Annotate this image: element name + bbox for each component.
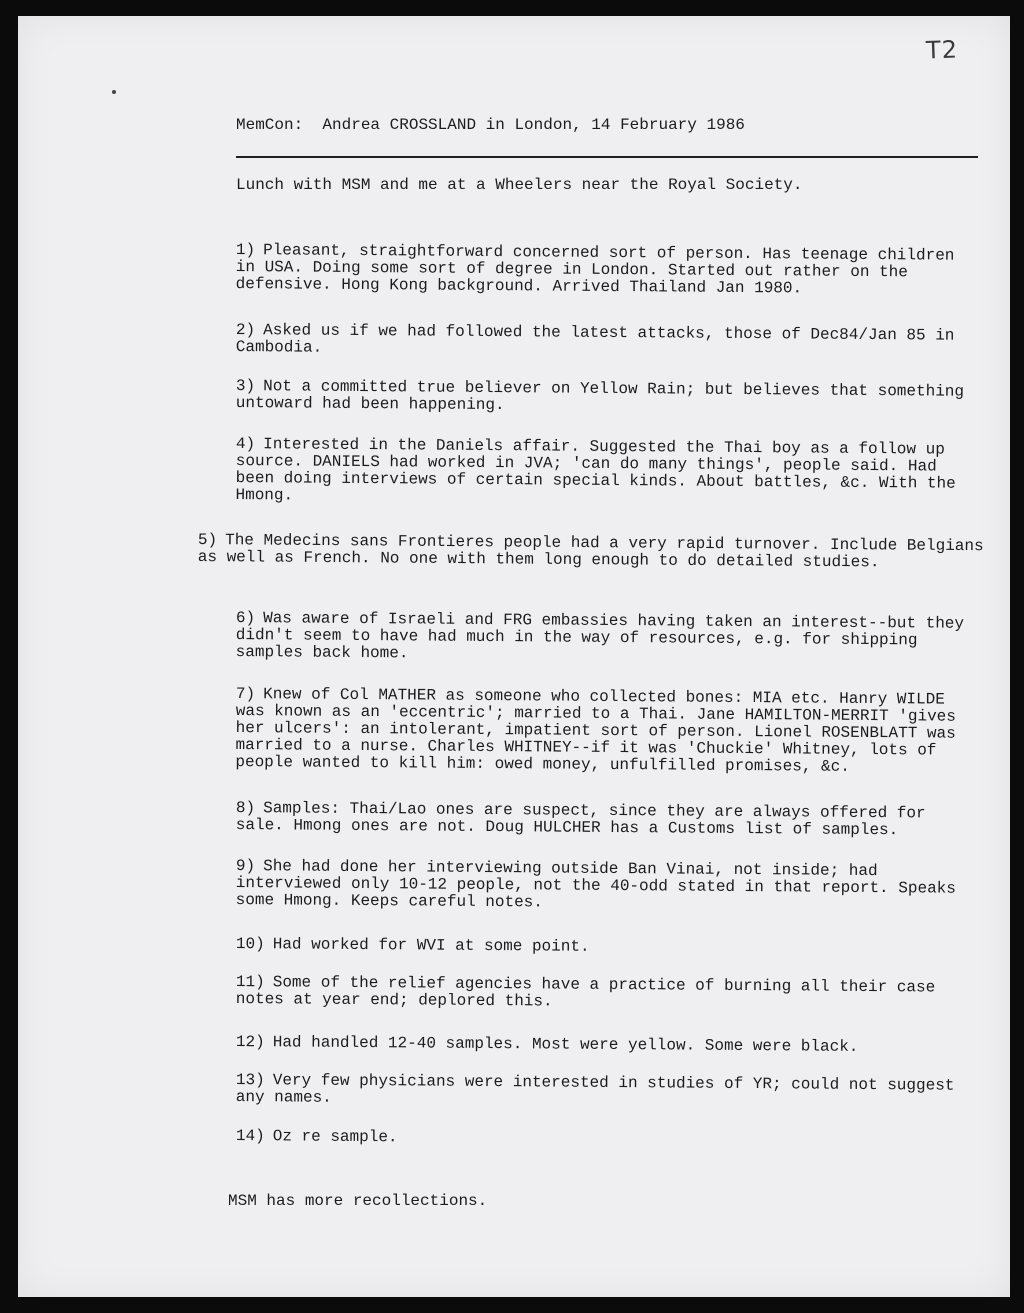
item-number: 5) xyxy=(197,531,218,550)
item-number: 12) xyxy=(235,1033,265,1052)
header-subject: Andrea CROSSLAND in London, 14 February 1986 xyxy=(322,116,745,134)
memo-item-11 xyxy=(236,974,976,1014)
item-number: 13) xyxy=(235,1071,265,1090)
item-text: She had done her interviewing outside Ban Vinai, not inside; had interviewed only 10-12 people, not the 40-odd stated in that report. Speaks some Hmong. Keeps careful notes. xyxy=(235,857,956,912)
memo-item-12 xyxy=(236,1034,976,1057)
item-text: Had handled 12-40 samples. Most were yellow. Some were black. xyxy=(272,1033,859,1056)
item-text: Was aware of Israeli and FRG embassies having taken an interest--but they didn't seem to have had much in the way of resources, e.g. for shipping samples back home. xyxy=(235,609,965,663)
handwritten-page-mark: T2 xyxy=(925,35,959,65)
item-text: Oz re sample. xyxy=(272,1127,398,1147)
item-number: 7) xyxy=(235,685,256,704)
item-number: 10) xyxy=(235,935,265,954)
item-text: Interested in the Daniels affair. Suggested the Thai boy as a follow up source. DANIELS had worked in JVA; 'can do many things', people said. Had been doing interviews of certain special kinds. About battles, &c. With the Hmong. xyxy=(235,435,956,505)
memo-item-4 xyxy=(235,436,976,510)
intro-line: Lunch with MSM and me at a Wheelers near the Royal Society. xyxy=(236,176,803,194)
memo-item-1 xyxy=(236,242,976,299)
header-rule xyxy=(236,156,978,158)
memo-item-5 xyxy=(198,532,988,572)
item-text: Very few physicians were interested in studies of YR; could not suggest any names. xyxy=(235,1071,955,1107)
memo-item-13 xyxy=(236,1072,976,1112)
item-number: 4) xyxy=(235,435,256,454)
item-number: 11) xyxy=(235,973,265,992)
memo-header xyxy=(236,116,745,134)
memo-item-8 xyxy=(236,800,976,840)
memo-item-10 xyxy=(236,936,976,959)
memo-item-14 xyxy=(236,1128,976,1151)
item-number: 2) xyxy=(235,321,256,340)
item-text: Some of the relief agencies have a practice of burning all their case notes at year end; deplored this. xyxy=(235,973,936,1011)
item-text: Knew of Col MATHER as someone who collected bones: MIA etc. Hanry WILDE was known as an 'eccentric'; married to a Thai. Jane HAMILTON-MERRIT 'gives her ulcers': an intolerant, impatient sort of person. Lionel ROSENBLATT was married to a nurse. Charles WHITNEY--if it was 'Chuckie' Whitney, lots of people wanted to kill him: owed money, unfulfilled promises, &c. xyxy=(235,685,956,776)
item-number: 14) xyxy=(235,1127,265,1146)
memo-item-7 xyxy=(235,686,976,777)
memo-item-6 xyxy=(236,610,976,667)
item-number: 8) xyxy=(235,799,256,818)
header-label: MemCon: xyxy=(236,116,304,134)
item-text: Asked us if we had followed the latest attacks, those of Dec84/Jan 85 in Cambodia. xyxy=(235,321,955,357)
memo-item-3 xyxy=(236,378,976,418)
document-page xyxy=(18,16,1010,1297)
item-text: The Medecins sans Frontieres people had a very rapid turnover. Include Belgians as well as French. No one with them long enough to do detailed studies. xyxy=(197,531,984,572)
item-text: Had worked for WVI at some point. xyxy=(272,935,590,956)
item-text: Not a committed true believer on Yellow Rain; but believes that something untoward had been happening. xyxy=(235,377,965,415)
memo-item-9 xyxy=(236,858,976,915)
item-number: 3) xyxy=(235,377,256,396)
memo-item-2 xyxy=(236,322,976,362)
item-number: 6) xyxy=(235,609,256,628)
stray-mark xyxy=(112,90,116,94)
closing-line: MSM has more recollections. xyxy=(228,1192,488,1210)
item-number: 9) xyxy=(235,857,256,876)
item-text: Samples: Thai/Lao ones are suspect, since they are always offered for sale. Hmong ones are not. Doug HULCHER has a Customs list of samples. xyxy=(235,799,926,840)
item-number: 1) xyxy=(235,241,256,260)
item-text: Pleasant, straightforward concerned sort of person. Has teenage children in USA. Doing some sort of degree in London. Started out rather on the defensive. Hong Kong background. Arrived Thailand Jan 1980. xyxy=(235,241,955,298)
